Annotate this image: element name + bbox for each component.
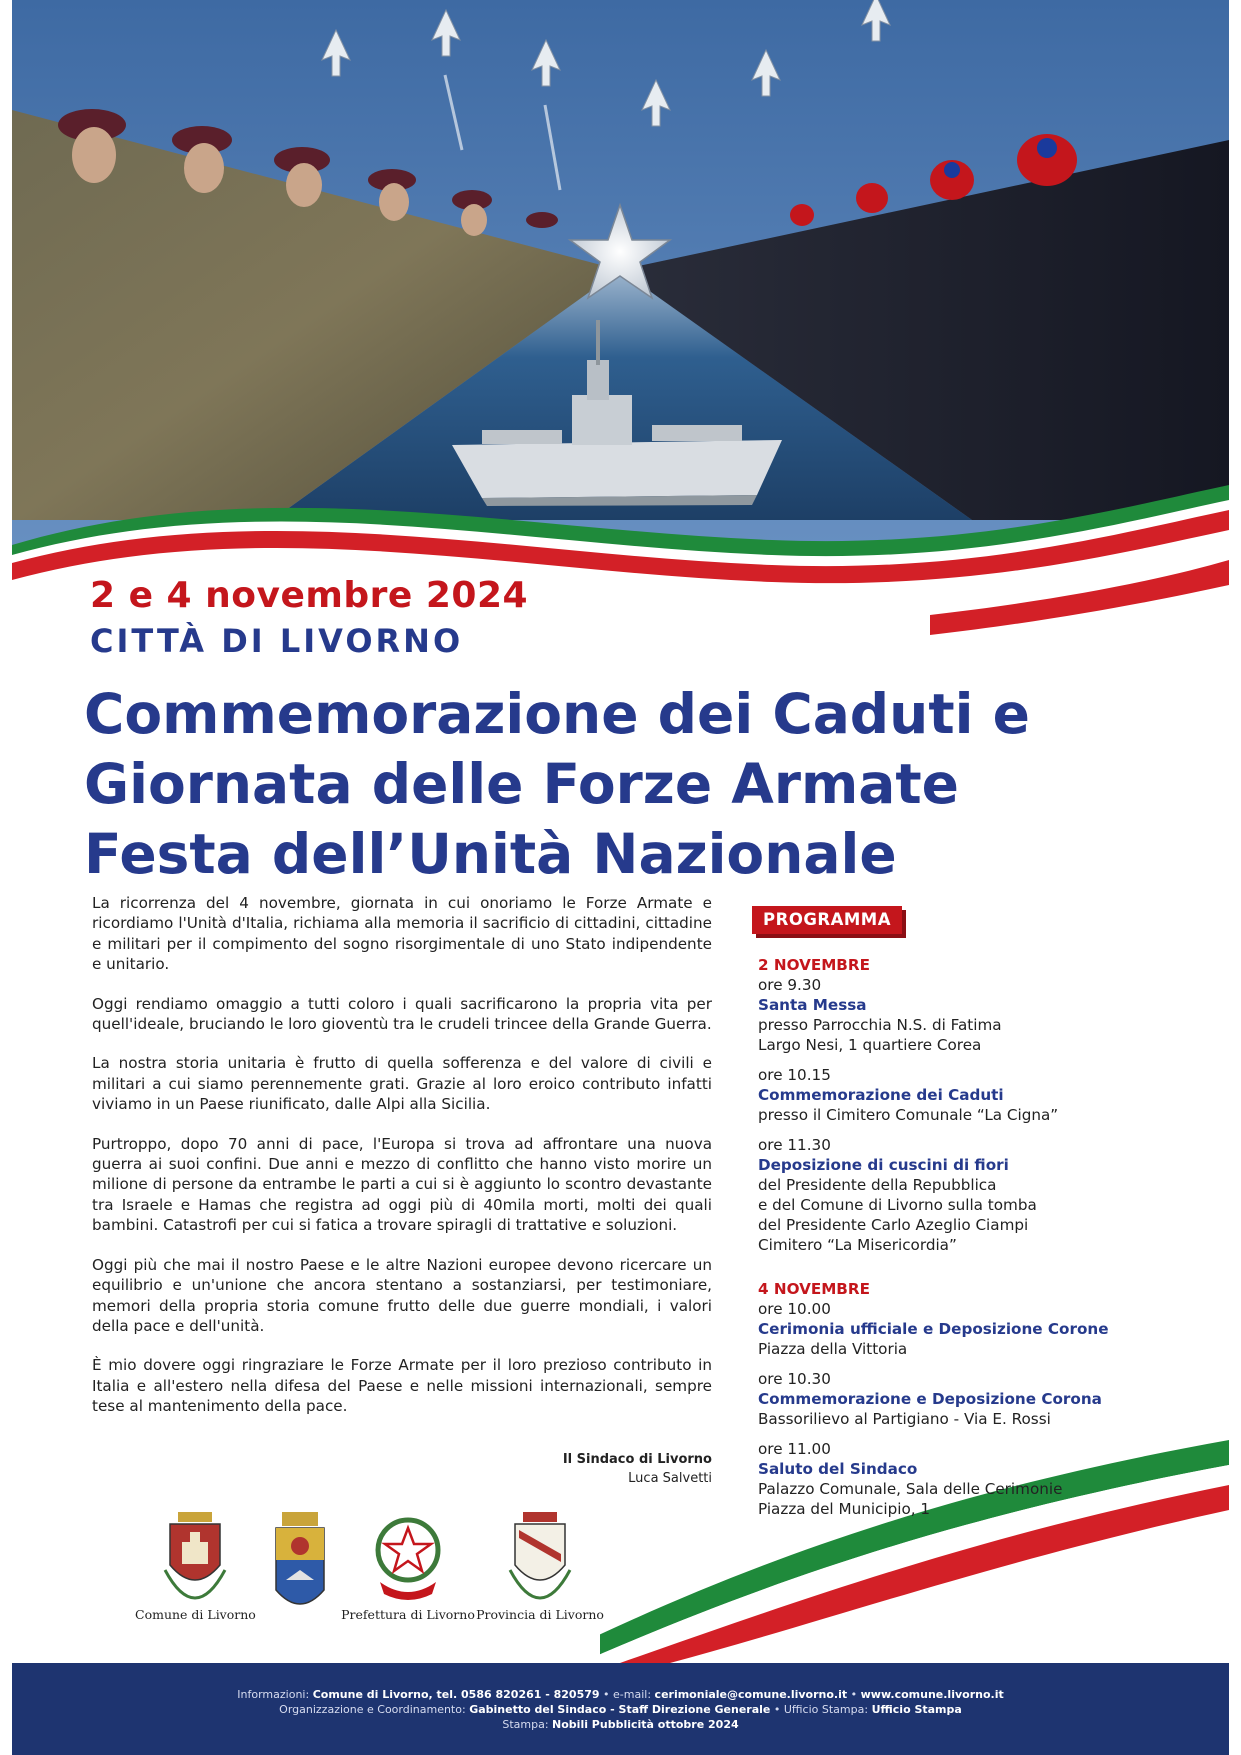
message-paragraph: È mio dovere oggi ringraziare le Forze Armate per il loro prezioso contributo in Italia e all'estero nella difesa del Paese e nelle missioni internazionali, sempre tese al mantenimento della pace. bbox=[92, 1356, 712, 1416]
program-day-label: 2 NOVEMBRE bbox=[758, 956, 870, 974]
program-event bbox=[758, 1439, 1198, 1519]
event-detail: del Presidente della Repubblica bbox=[758, 1176, 997, 1194]
event-name: Santa Messa bbox=[758, 996, 867, 1014]
page-title-line-3: Festa dell’Unità Nazionale bbox=[84, 822, 897, 886]
program-event bbox=[758, 1369, 1198, 1429]
event-time: ore 9.30 bbox=[758, 976, 822, 994]
message-paragraph: La ricorrenza del 4 novembre, giornata in cui onoriamo le Forze Armate e ricordiamo l'Unità d'Italia, richiama alla memoria il sacrificio di cittadini, cittadine e militari per il compimento del sogno risorgimentale di uno Stato indipendente e unitario. bbox=[92, 894, 712, 974]
footer-organization-line bbox=[12, 1702, 1229, 1717]
page-title-line-2: Giornata delle Forze Armate bbox=[84, 752, 959, 816]
comune-crest-icon bbox=[160, 1510, 230, 1600]
footer-print-line bbox=[12, 1717, 1229, 1732]
event-name: Commemorazione e Deposizione Corona bbox=[758, 1390, 1102, 1408]
signature-name: Luca Salvetti bbox=[628, 1471, 712, 1486]
footer-contact: Comune di Livorno, tel. 0586 820261 - 820579 bbox=[312, 1688, 600, 1701]
event-name: Cerimonia ufficiale e Deposizione Corone bbox=[758, 1320, 1109, 1338]
event-detail: Largo Nesi, 1 quartiere Corea bbox=[758, 1036, 982, 1054]
italian-emblem-icon bbox=[368, 1510, 448, 1600]
footer-label: Stampa: bbox=[502, 1718, 553, 1731]
footer-printer: Nobili Pubblicità ottobre 2024 bbox=[552, 1718, 739, 1731]
email-link[interactable]: cerimoniale@comune.livorno.it bbox=[654, 1688, 848, 1701]
logo-provincia bbox=[470, 1510, 610, 1622]
logo-label: Prefettura di Livorno bbox=[341, 1607, 475, 1622]
event-time: ore 10.15 bbox=[758, 1066, 831, 1084]
footer-info-line bbox=[12, 1687, 1229, 1702]
event-detail: del Presidente Carlo Azeglio Ciampi bbox=[758, 1216, 1029, 1234]
page-title-line-1: Commemorazione dei Caduti e bbox=[84, 682, 1030, 746]
logo-military bbox=[268, 1510, 332, 1623]
event-detail: presso Parrocchia N.S. di Fatima bbox=[758, 1016, 1002, 1034]
program-event bbox=[758, 975, 1198, 1055]
footer-label: • Ufficio Stampa: bbox=[770, 1703, 872, 1716]
footer-organizer: Gabinetto del Sindaco - Staff Direzione Generale bbox=[469, 1703, 771, 1716]
program-event bbox=[758, 1299, 1198, 1359]
signature-role: Il Sindaco di Livorno bbox=[562, 1452, 712, 1467]
event-time: ore 10.30 bbox=[758, 1370, 831, 1388]
message-paragraph: Oggi rendiamo omaggio a tutti coloro i quali sacrificarono la propria vita per quell'ideale, bruciando le loro gioventù tra le crudeli trincee della Grande Guerra. bbox=[92, 994, 712, 1034]
event-detail: e del Comune di Livorno sulla tomba bbox=[758, 1196, 1037, 1214]
event-name: Saluto del Sindaco bbox=[758, 1460, 918, 1478]
hero-collage bbox=[12, 0, 1229, 600]
footer-label: Organizzazione e Coordinamento: bbox=[279, 1703, 470, 1716]
logo-prefettura bbox=[338, 1510, 478, 1622]
military-crest-icon bbox=[272, 1510, 328, 1620]
program-heading: PROGRAMMA bbox=[752, 906, 902, 934]
message-paragraph: Oggi più che mai il nostro Paese e le altre Nazioni europee devono ricercare un equilibrio e un'unione che ancora stentano a sostanziarsi, per testimoniare, memori della propria storia comune frutto delle due guerre mondiali, i valori della pace e dell'unità. bbox=[92, 1255, 712, 1335]
logo-label: Comune di Livorno bbox=[135, 1607, 256, 1622]
event-detail: Cimitero “La Misericordia” bbox=[758, 1236, 957, 1254]
event-name: Commemorazione dei Caduti bbox=[758, 1086, 1004, 1104]
event-time: ore 10.00 bbox=[758, 1300, 831, 1318]
event-date: 2 e 4 novembre 2024 bbox=[90, 575, 529, 616]
program-event bbox=[758, 1135, 1198, 1255]
program-event bbox=[758, 1065, 1198, 1125]
message-paragraph: Purtroppo, dopo 70 anni di pace, l'Europa si trova ad affrontare una nuova guerra ai suoi confini. Due anni e mezzo di conflitto che hanno visto morire un milione di persone da entrambe le parti a cui si è aggiunto lo scontro devastante tra Israele e Hamas che registra ad oggi più di 40mila morti, molti dei quali bambini. Catastrofi per cui si fatica a trovare spiragli di trattative e soluzioni. bbox=[92, 1134, 712, 1235]
event-detail: Piazza del Municipio, 1 bbox=[758, 1500, 931, 1518]
city-name: CITTÀ DI LIVORNO bbox=[90, 622, 464, 660]
website-link[interactable]: www.comune.livorno.it bbox=[860, 1688, 1004, 1701]
logo-comune bbox=[135, 1510, 255, 1622]
mayor-message bbox=[92, 893, 712, 1436]
program-day-label: 4 NOVEMBRE bbox=[758, 1280, 870, 1298]
event-name: Deposizione di cuscini di fiori bbox=[758, 1156, 1009, 1174]
footer-label: Informazioni: bbox=[237, 1688, 313, 1701]
logo-label: Provincia di Livorno bbox=[476, 1607, 604, 1622]
event-detail: Piazza della Vittoria bbox=[758, 1340, 908, 1358]
event-detail: Palazzo Comunale, Sala delle Cerimonie bbox=[758, 1480, 1063, 1498]
event-time: ore 11.00 bbox=[758, 1440, 831, 1458]
event-detail: Bassorilievo al Partigiano - Via E. Rossi bbox=[758, 1410, 1051, 1428]
signature bbox=[470, 1450, 712, 1488]
footer-label: • e-mail: bbox=[599, 1688, 655, 1701]
message-paragraph: La nostra storia unitaria è frutto di quella sofferenza e del valore di civili e militari a cui siamo perennemente grati. Grazie al loro eroico contributo infatti viviamo in un Paese riunificato, dalle Alpi alla Sicilia. bbox=[92, 1054, 712, 1114]
footer-press-office: Ufficio Stampa bbox=[871, 1703, 962, 1716]
event-detail: presso il Cimitero Comunale “La Cigna” bbox=[758, 1106, 1059, 1124]
event-time: ore 11.30 bbox=[758, 1136, 831, 1154]
footer-separator: • bbox=[847, 1688, 861, 1701]
program-list bbox=[758, 955, 1198, 1529]
provincia-crest-icon bbox=[505, 1510, 575, 1600]
footer bbox=[12, 1663, 1229, 1755]
